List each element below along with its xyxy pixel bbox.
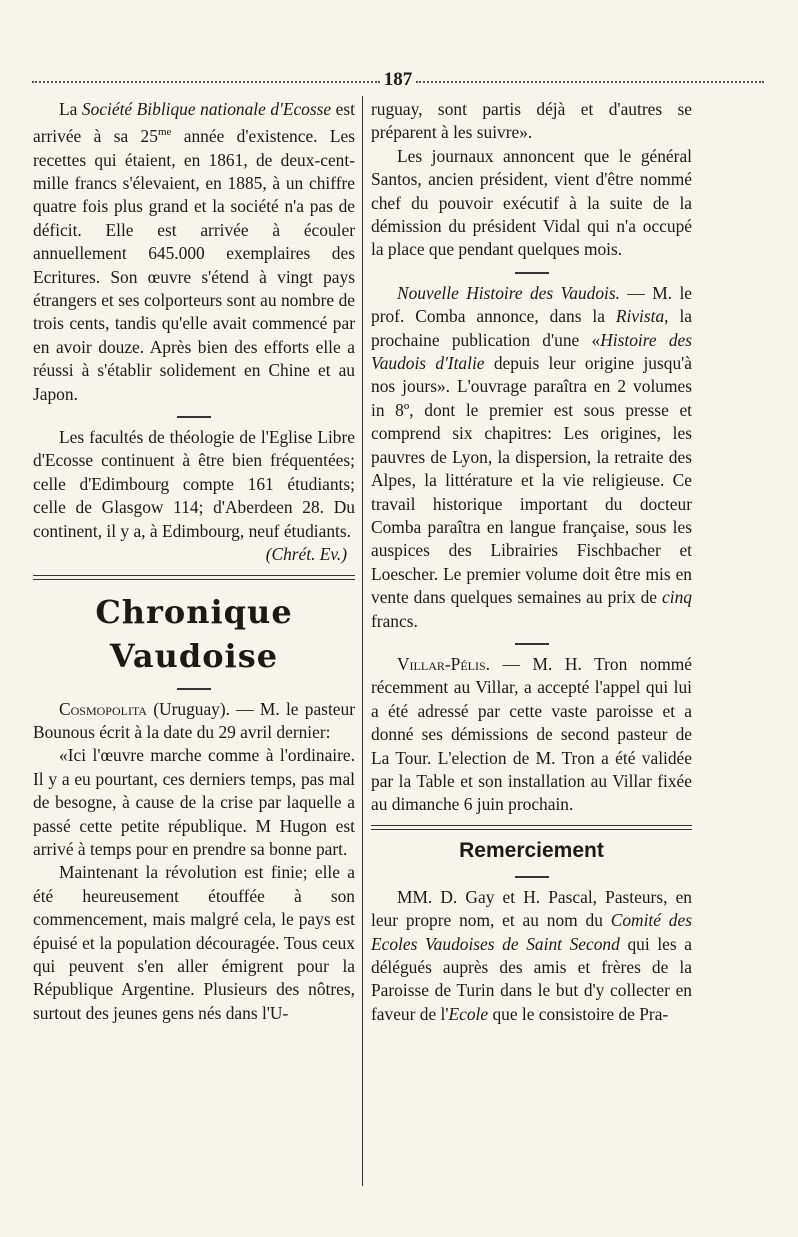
article-santos: Les journaux annoncent que le général Santos, ancien président, vient d'être nommé chef du pouvoir exécutif à la suite de la démission du président Vidal qui n'a occupé la place que pendant quelques mois. — [371, 145, 692, 260]
left-column — [33, 98, 355, 1025]
article-facultes: Les facultés de théologie de l'Eglise Libre d'Ecosse continuent à être bien fréquentées; celle d'Edimbourg compte 161 étudiants; celle de Glasgow 114; d'Aberdeen 28. Du continent, il y a, à Edimbourg, neuf étudiants. — [33, 427, 355, 541]
article-societe-biblique: La Société Biblique nationale d'Ecosse est arrivée à sa $25^{me}$ année d'existence. Les recettes qui étaient, en 1861, de deux-cent-mille francs s'élevaient, en 1885, à un chiffre quatre fois plus grand et la société n'a pas de déficit. Elle est arrivée à écouler annuellement 645.000 exemplaires des Ecritures. Son œuvre s'étend à vingt pays étrangers et ses colporteurs sont au nombre de trois cents, tandis qu'elle avait commencé par en avoir douze. Après bien des efforts elle a réussi à s'établir solidement en Chine et au Japon. — [33, 99, 355, 404]
double-rule — [33, 575, 355, 580]
double-rule — [371, 825, 692, 830]
right-column — [371, 98, 692, 1026]
header-rule-left — [32, 81, 380, 83]
article-cosmopolita-end: ruguay, sont partis déjà et d'autres se préparent à les suivre». — [371, 99, 692, 143]
article-cosmopolita-cont: Maintenant la révolution est finie; elle a été heureusement étouffée à son commencement, mais malgré cela, le pays est épuisé et la population découragée. Tous ceux qui peuvent s'en aller émigrent pour la République Argentine. Plusieurs des nôtres, surtout des jeunes gens nés dans l'U- — [33, 862, 355, 1023]
separator — [371, 868, 692, 884]
section-title-remerciement: Remerciement — [459, 838, 604, 862]
header-rule-right — [416, 81, 764, 83]
separator — [33, 408, 355, 424]
source-signature: (Chrét. Ev.) — [265, 544, 347, 565]
column-divider — [362, 96, 363, 1186]
article-remerciement: MM. D. Gay et H. Pascal, Pasteurs, en leur propre nom, et au nom du Comité des Ecoles Vaudoises de Saint Second qui les a délégués auprès des amis et frères de la Paroisse de Turin dans le but d'y collecter en faveur de l'Ecole que le consistoire de Pra- — [371, 886, 692, 1024]
page-header — [32, 68, 764, 92]
article-histoire-vaudois: Nouvelle Histoire des Vaudois. — M. le prof. Comba annonce, dans la Rivista, la prochaine publication d'une «Histoire des Vaudois d'Italie depuis leur origine jusqu'à nos jours». L'ouvrage paraîtra en 2 volumes in 8º, dont le premier est sous presse et comprend six chapitres: Les origines, les pauvres de Lyon, la dispersion, la retraite des Alpes, la littérature et la vie religieuse. Ce travail historique important du docteur Comba paraîtra en langue française, sous les auspices des Librairies Fischbacher et Loescher. Le premier volume doit être mis en vente dans quelques semaines au prix de cinq francs. — [371, 282, 692, 631]
article-cosmopolita: Cosmopolita (Uruguay). — M. le pasteur Bounous écrit à la date du 29 avril dernier: — [33, 698, 355, 742]
separator — [371, 635, 692, 651]
article-cosmopolita-quote: «Ici l'œuvre marche comme à l'ordinaire. Il y a eu pourtant, ces derniers temps, pas mal de besogne, à cause de la crise par laquelle a passé cette petite république. M Hugon est arrivé à temps pour en prendre sa bonne part. — [33, 745, 355, 859]
separator — [371, 264, 692, 280]
section-title-chronique: Chronique Vaudoise — [95, 592, 293, 675]
separator — [33, 680, 355, 696]
article-villar-pelis: Villar-Pélis. — M. H. Tron nommé récemment au Villar, a accepté l'appel qui lui a été adressé par cette vaste paroisse et a donné ses démissions de second pasteur de La Tour. L'election de M. Tron a été validée par la Table et son installation au Villar fixée au dimanche 6 juin prochain. — [371, 653, 692, 815]
page-number: 187 — [383, 69, 413, 90]
